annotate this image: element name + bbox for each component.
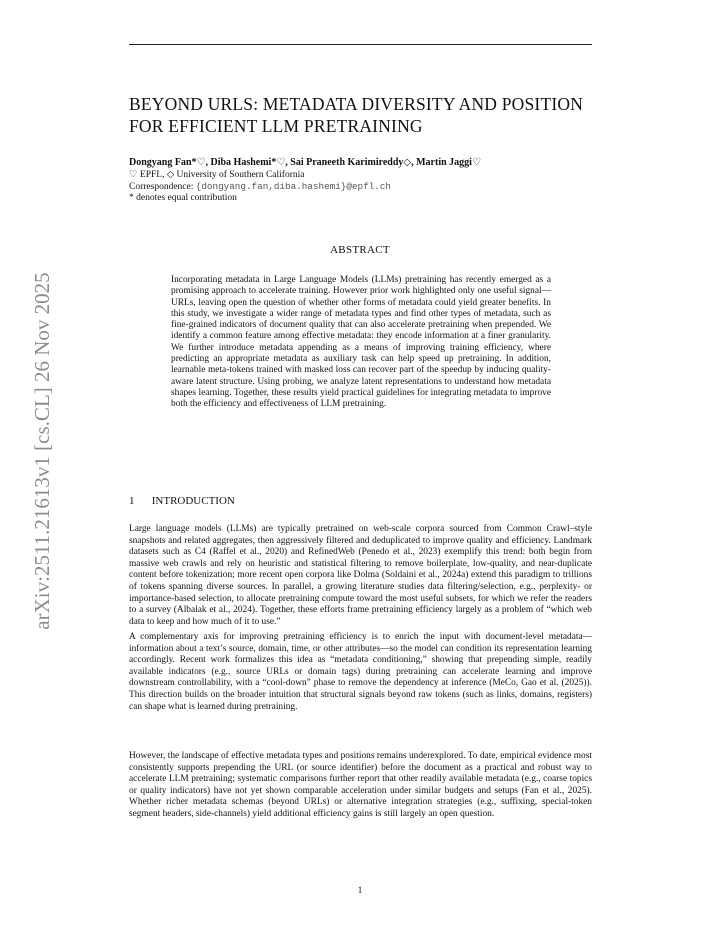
title-line-1: BEYOND URLS: METADATA DIVERSITY AND POSITION — [129, 94, 584, 114]
paper-title — [129, 93, 609, 137]
page-number: 1 — [357, 886, 363, 896]
intro-paragraph-1: Large language models (LLMs) are typically pretrained on web-scale corpora sourced from Common Crawl–style snapshots and related aggregates, then aggressively filtered and deduplicated to improve quality and efficiency. Landmark datasets such as C4 (Raffel et al., 2020) and RefinedWeb (Penedo et al., 2023) exemplify this trend: both begin from massive web crawls and rely on heuristic and statistical filtering to remove boilerplate, low-quality, and near-duplicate content before tokenization; more recent open corpora like Dolma (Soldaini et al., 2024a) extend this paradigm to trillions of tokens spanning diverse sources. In parallel, a growing literature studies data filtering/selection, e.g., perplexity- or importance-based selection, to allocate pretraining compute toward the most useful subsets, for which we refer the readers to a survey (Albalak et al., 2024). Together, these efforts frame pretraining efficiency largely as a problem of “which web data to keep and how much of it to use.” — [129, 524, 592, 627]
arxiv-identifier: arXiv:2511.21613v1 [cs.CL] 26 Nov 2025 — [30, 272, 54, 630]
correspondence-email: {dongyang.fan,diba.hashemi}@epfl.ch — [195, 181, 392, 192]
correspondence-label: Correspondence: — [129, 182, 194, 192]
author-list: Dongyang Fan*♡, Diba Hashemi*♡, Sai Praneeth Karimireddy◇, Martin Jaggi♡ — [129, 157, 481, 168]
intro-paragraph-3: However, the landscape of effective metadata types and positions remains underexplored. To date, empirical evidence most consistently supports prepending the URL (or source identifier) before the document as a practical and robust way to accelerate LLM pretraining; systematic comparisons further report that other readily available metadata (e.g., coarse topics or quality indicators) have not yet shown comparable acceleration under similar budgets and setups (Fan et al., 2025). Whether richer metadata schemas (beyond URLs) or alternative integration strategies (e.g., suffixing, special-token segment headers, side-channels) yield additional efficiency gains is still largely an open question. — [129, 751, 592, 819]
title-line-2: FOR EFFICIENT LLM PRETRAINING — [129, 116, 423, 136]
correspondence — [129, 181, 391, 193]
abstract-heading: ABSTRACT — [330, 244, 390, 256]
abstract-text: Incorporating metadata in Large Language Models (LLMs) pretraining has recently emerged as a promising approach to accelerate training. However prior work highlighted only one useful signal—URLs, leaving open the question of whether other forms of metadata could yield greater benefits. In this study, we investigate a wider range of metadata types and find other types of metadata, such as fine-grained indicators of document quality that can also accelerate pretraining when prepended. We identify a common feature among effective metadata: they encode information at a finer granularity. We further introduce metadata appending as a means of improving training efficiency, where predicting an appropriate metadata as auxiliary task can help speed up pretraining. In addition, learnable meta-tokens trained with masked loss can recover part of the speedup by inducing quality-aware latent structure. Using probing, we analyze latent representations to understand how metadata shapes learning. Together, these results yield practical guidelines for integrating metadata to improve both the efficiency and effectiveness of LLM pretraining. — [171, 275, 551, 410]
top-rule — [129, 44, 592, 45]
affiliations: ♡ EPFL, ◇ University of Southern California — [129, 170, 305, 180]
equal-contribution-note: * denotes equal contribution — [129, 193, 237, 203]
section-title: INTRODUCTION — [151, 495, 235, 507]
section-heading — [129, 495, 235, 507]
section-number: 1 — [129, 495, 135, 507]
intro-paragraph-2: A complementary axis for improving pretraining efficiency is to enrich the input with document-level metadata—information about a text’s source, domain, time, or other attributes—so the model can condition its representation learning accordingly. Recent work formalizes this idea as “metadata conditioning,” showing that prepending simple, readily available indicators (e.g., source URLs or domain tags) during pretraining can accelerate learning and improve downstream controllability, with a “cool-down” phase to remove the dependency at inference (MeCo, Gao et al. (2025)). This direction builds on the broader intuition that structural signals beyond raw tokens (such as links, domains, registers) can shape what is learned during pretraining. — [129, 632, 592, 712]
